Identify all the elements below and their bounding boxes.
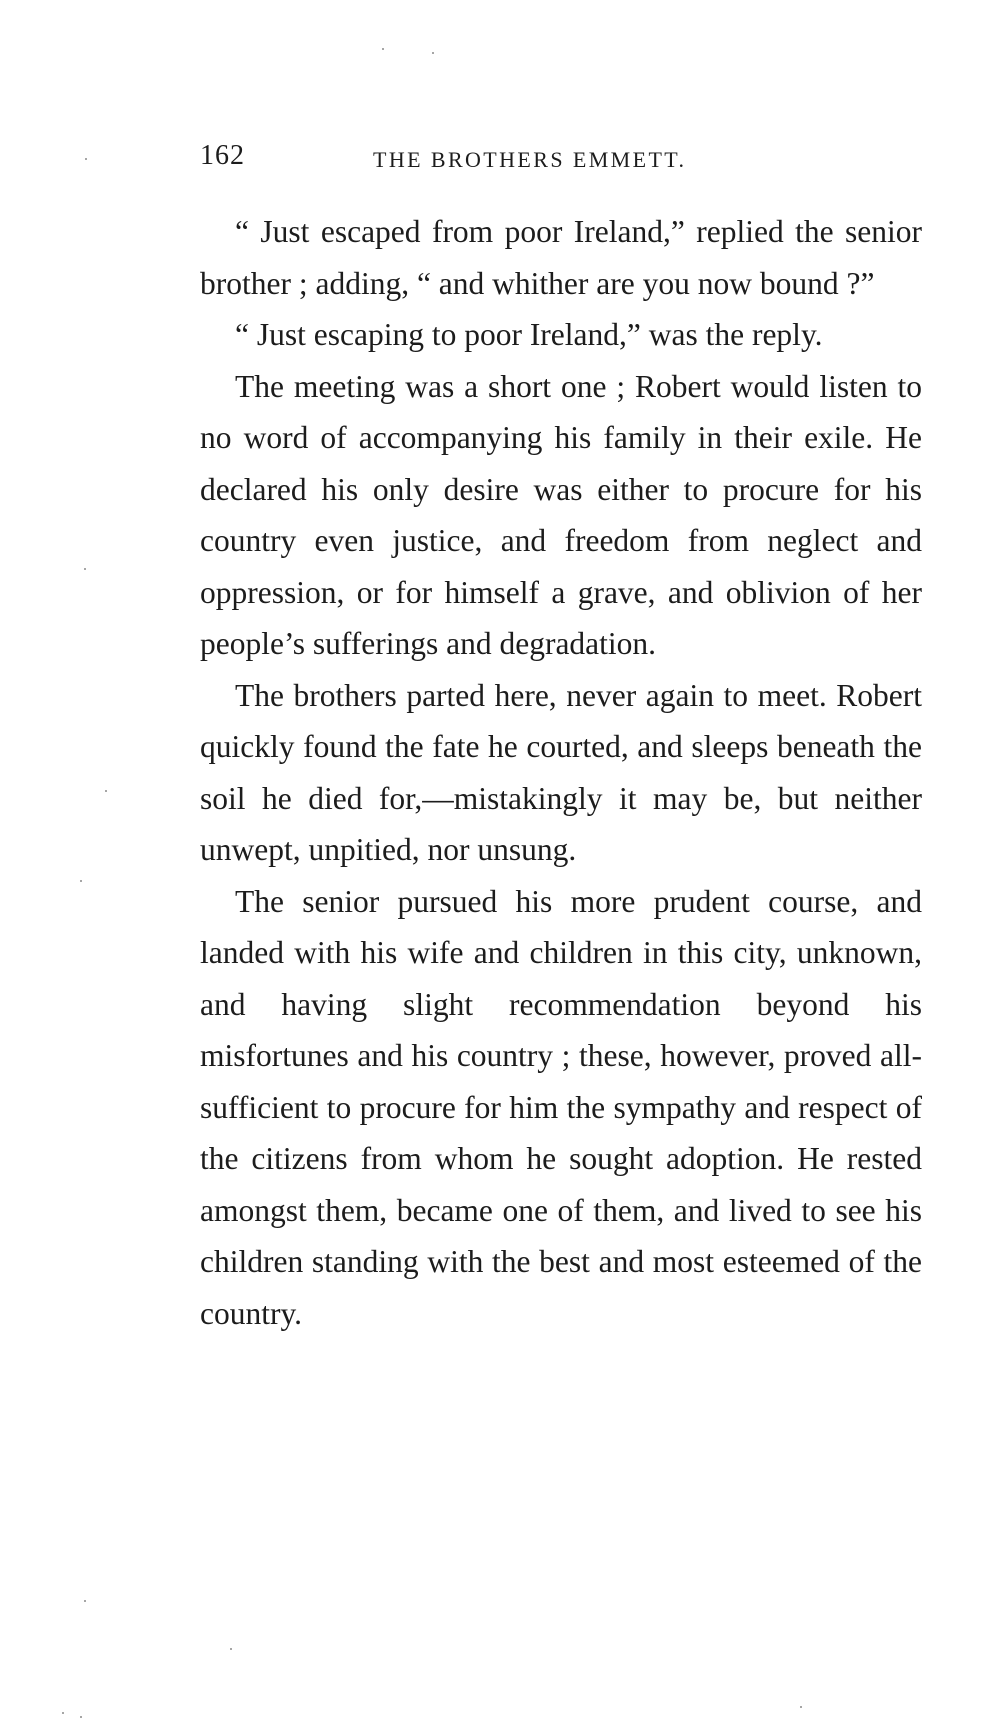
scan-speck [80,880,82,882]
scan-speck [80,1716,82,1718]
scan-speck [84,1600,86,1602]
paragraph: The senior pursued his more prudent course, and landed with his wife and children in this city, unknown, and having slight recommendation beyond his misfortunes and his country ; these, however, proved all-sufficient to procure for him the sympathy and respect of the citizens from whom he sought adoption. He rested amongst them, became one of them, and lived to see his children standing with the best and most esteemed of the country. [200,883,922,1331]
scan-speck [62,1712,64,1714]
paragraph: “ Just escaped from poor Ireland,” replied the senior brother ; adding, “ and whither are you now bound ?” [200,214,922,301]
scan-speck [85,158,87,160]
paragraph: The brothers parted here, never again to meet. Robert quickly found the fate he courted, and sleeps beneath the soil he died for,—mistakingly it may be, but neither unwept, unpitied, nor unsung. [200,677,922,867]
running-title: THE BROTHERS EMMETT. [373,147,687,172]
running-head [200,140,920,180]
page-number: 162 [200,140,245,171]
paragraph: “ Just escaping to poor Ireland,” was the reply. [235,317,823,352]
scan-speck [84,568,86,570]
scan-speck [105,790,107,792]
scan-speck [230,1648,232,1650]
body-text [200,206,922,1339]
paragraph: The meeting was a short one ; Robert would listen to no word of accompanying his family in their exile. He declared his only desire was either to procure for his country even justice, and freedom from neglect and oppression, or for himself a grave, and oblivion of her people’s sufferings and degradation. [200,368,922,661]
scan-speck [382,48,384,50]
scan-speck [432,52,434,54]
scan-speck [800,1706,802,1708]
